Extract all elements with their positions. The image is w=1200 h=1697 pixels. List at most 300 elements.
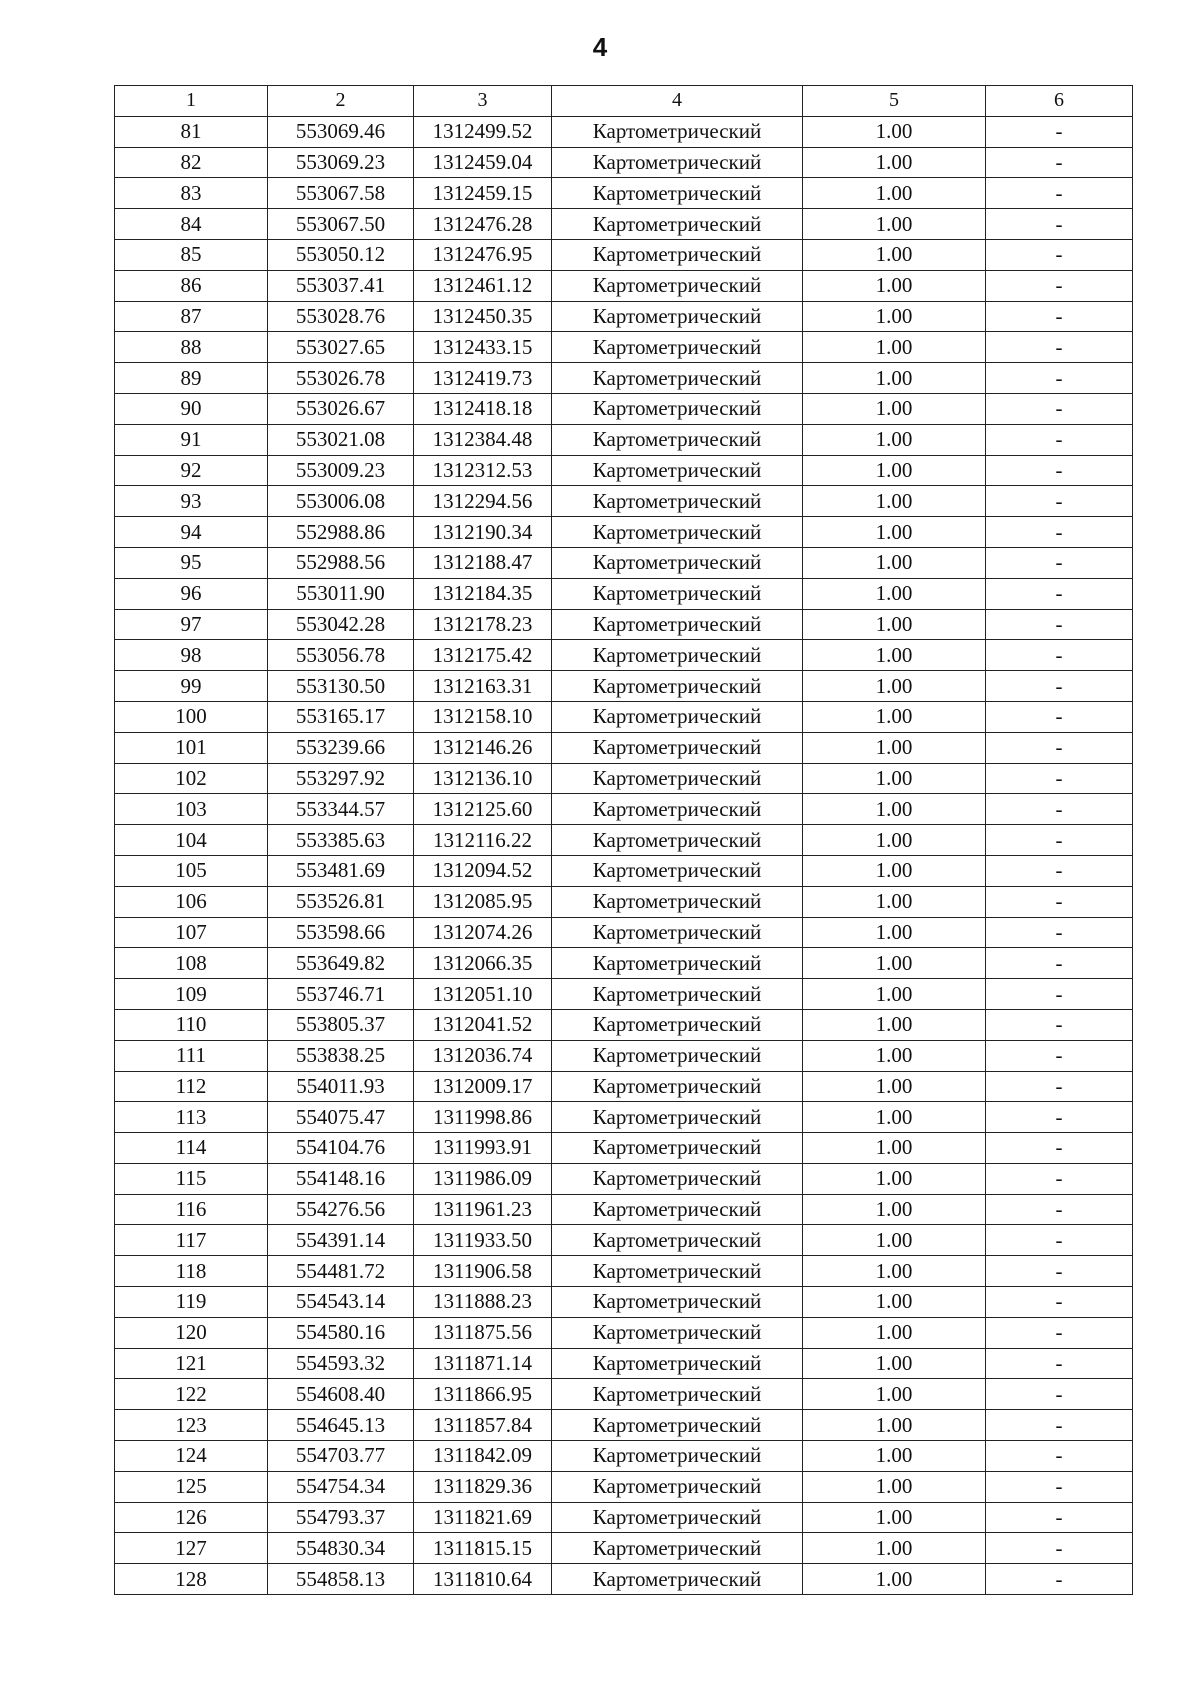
x-coordinate-cell: 553028.76 [268,301,414,332]
y-coordinate-cell: 1311829.36 [414,1471,552,1502]
point-number-cell: 110 [115,1009,268,1040]
y-coordinate-cell: 1312499.52 [414,116,552,147]
y-coordinate-cell: 1312418.18 [414,393,552,424]
method-cell: Картометрический [552,701,803,732]
point-number-cell: 101 [115,732,268,763]
point-number-cell: 108 [115,948,268,979]
accuracy-cell: 1.00 [803,1348,986,1379]
point-number-cell: 124 [115,1441,268,1472]
point-number-cell: 83 [115,178,268,209]
y-coordinate-cell: 1312066.35 [414,948,552,979]
y-coordinate-cell: 1312125.60 [414,794,552,825]
note-cell: - [986,825,1133,856]
x-coordinate-cell: 554276.56 [268,1194,414,1225]
y-coordinate-cell: 1312419.73 [414,363,552,394]
point-number-cell: 111 [115,1040,268,1071]
point-number-cell: 114 [115,1133,268,1164]
y-coordinate-cell: 1311906.58 [414,1256,552,1287]
note-cell: - [986,1225,1133,1256]
accuracy-cell: 1.00 [803,948,986,979]
x-coordinate-cell: 554148.16 [268,1163,414,1194]
point-number-cell: 82 [115,147,268,178]
y-coordinate-cell: 1312188.47 [414,547,552,578]
accuracy-cell: 1.00 [803,517,986,548]
y-coordinate-cell: 1311998.86 [414,1102,552,1133]
accuracy-cell: 1.00 [803,1317,986,1348]
method-cell: Картометрический [552,301,803,332]
method-cell: Картометрический [552,1163,803,1194]
x-coordinate-cell: 554608.40 [268,1379,414,1410]
accuracy-cell: 1.00 [803,270,986,301]
y-coordinate-cell: 1311986.09 [414,1163,552,1194]
x-coordinate-cell: 553069.46 [268,116,414,147]
y-coordinate-cell: 1311871.14 [414,1348,552,1379]
accuracy-cell: 1.00 [803,794,986,825]
x-coordinate-cell: 553165.17 [268,701,414,732]
table-row [115,763,1133,794]
point-number-cell: 86 [115,270,268,301]
y-coordinate-cell: 1312450.35 [414,301,552,332]
x-coordinate-cell: 553805.37 [268,1009,414,1040]
table-row [115,1256,1133,1287]
point-number-cell: 90 [115,393,268,424]
x-coordinate-cell: 552988.86 [268,517,414,548]
y-coordinate-cell: 1311993.91 [414,1133,552,1164]
y-coordinate-cell: 1312476.28 [414,209,552,240]
method-cell: Картометрический [552,578,803,609]
note-cell: - [986,1441,1133,1472]
note-cell: - [986,1410,1133,1441]
method-cell: Картометрический [552,1040,803,1071]
note-cell: - [986,1348,1133,1379]
note-cell: - [986,763,1133,794]
accuracy-cell: 1.00 [803,1040,986,1071]
table-row [115,578,1133,609]
point-number-cell: 109 [115,979,268,1010]
table-row [115,301,1133,332]
x-coordinate-cell: 553838.25 [268,1040,414,1071]
note-cell: - [986,517,1133,548]
x-coordinate-cell: 553011.90 [268,578,414,609]
column-header: 4 [552,86,803,117]
x-coordinate-cell: 554580.16 [268,1317,414,1348]
accuracy-cell: 1.00 [803,1009,986,1040]
table-row [115,1287,1133,1318]
accuracy-cell: 1.00 [803,455,986,486]
accuracy-cell: 1.00 [803,1471,986,1502]
method-cell: Картометрический [552,948,803,979]
x-coordinate-cell: 553746.71 [268,979,414,1010]
method-cell: Картометрический [552,116,803,147]
note-cell: - [986,794,1133,825]
note-cell: - [986,1071,1133,1102]
accuracy-cell: 1.00 [803,1163,986,1194]
y-coordinate-cell: 1311866.95 [414,1379,552,1410]
y-coordinate-cell: 1312158.10 [414,701,552,732]
method-cell: Картометрический [552,917,803,948]
accuracy-cell: 1.00 [803,363,986,394]
method-cell: Картометрический [552,486,803,517]
x-coordinate-cell: 554793.37 [268,1502,414,1533]
note-cell: - [986,1502,1133,1533]
y-coordinate-cell: 1312041.52 [414,1009,552,1040]
x-coordinate-cell: 553385.63 [268,825,414,856]
point-number-cell: 127 [115,1533,268,1564]
point-number-cell: 113 [115,1102,268,1133]
point-number-cell: 118 [115,1256,268,1287]
y-coordinate-cell: 1312009.17 [414,1071,552,1102]
point-number-cell: 87 [115,301,268,332]
accuracy-cell: 1.00 [803,209,986,240]
table-row [115,1471,1133,1502]
accuracy-cell: 1.00 [803,1533,986,1564]
method-cell: Картометрический [552,1194,803,1225]
coordinates-table [114,85,1133,1595]
method-cell: Картометрический [552,424,803,455]
point-number-cell: 91 [115,424,268,455]
table-row [115,671,1133,702]
y-coordinate-cell: 1312184.35 [414,578,552,609]
point-number-cell: 81 [115,116,268,147]
point-number-cell: 89 [115,363,268,394]
y-coordinate-cell: 1312146.26 [414,732,552,763]
accuracy-cell: 1.00 [803,1502,986,1533]
point-number-cell: 88 [115,332,268,363]
method-cell: Картометрический [552,455,803,486]
method-cell: Картометрический [552,1564,803,1595]
table-row [115,1441,1133,1472]
table-row [115,1379,1133,1410]
y-coordinate-cell: 1311821.69 [414,1502,552,1533]
accuracy-cell: 1.00 [803,1379,986,1410]
method-cell: Картометрический [552,1502,803,1533]
x-coordinate-cell: 554011.93 [268,1071,414,1102]
point-number-cell: 128 [115,1564,268,1595]
y-coordinate-cell: 1312433.15 [414,332,552,363]
note-cell: - [986,979,1133,1010]
note-cell: - [986,424,1133,455]
point-number-cell: 96 [115,578,268,609]
note-cell: - [986,301,1133,332]
x-coordinate-cell: 553239.66 [268,732,414,763]
column-header: 2 [268,86,414,117]
column-header: 1 [115,86,268,117]
table-row [115,363,1133,394]
accuracy-cell: 1.00 [803,763,986,794]
note-cell: - [986,270,1133,301]
y-coordinate-cell: 1311961.23 [414,1194,552,1225]
accuracy-cell: 1.00 [803,578,986,609]
accuracy-cell: 1.00 [803,609,986,640]
note-cell: - [986,609,1133,640]
table-row [115,979,1133,1010]
column-header: 3 [414,86,552,117]
method-cell: Картометрический [552,671,803,702]
note-cell: - [986,701,1133,732]
y-coordinate-cell: 1312312.53 [414,455,552,486]
method-cell: Картометрический [552,147,803,178]
method-cell: Картометрический [552,886,803,917]
table-row [115,147,1133,178]
y-coordinate-cell: 1312051.10 [414,979,552,1010]
accuracy-cell: 1.00 [803,547,986,578]
accuracy-cell: 1.00 [803,1441,986,1472]
note-cell: - [986,209,1133,240]
y-coordinate-cell: 1312074.26 [414,917,552,948]
x-coordinate-cell: 554104.76 [268,1133,414,1164]
note-cell: - [986,671,1133,702]
note-cell: - [986,547,1133,578]
table-row [115,1533,1133,1564]
point-number-cell: 120 [115,1317,268,1348]
method-cell: Картометрический [552,794,803,825]
y-coordinate-cell: 1312175.42 [414,640,552,671]
x-coordinate-cell: 554830.34 [268,1533,414,1564]
column-header: 5 [803,86,986,117]
accuracy-cell: 1.00 [803,1225,986,1256]
method-cell: Картометрический [552,609,803,640]
y-coordinate-cell: 1311933.50 [414,1225,552,1256]
note-cell: - [986,393,1133,424]
method-cell: Картометрический [552,270,803,301]
note-cell: - [986,1133,1133,1164]
point-number-cell: 106 [115,886,268,917]
table-row [115,1564,1133,1595]
table-row [115,732,1133,763]
note-cell: - [986,1471,1133,1502]
accuracy-cell: 1.00 [803,825,986,856]
table-row [115,547,1133,578]
table-row [115,1194,1133,1225]
x-coordinate-cell: 553069.23 [268,147,414,178]
x-coordinate-cell: 554593.32 [268,1348,414,1379]
table-row [115,1133,1133,1164]
table-row [115,1348,1133,1379]
table-row [115,701,1133,732]
y-coordinate-cell: 1312384.48 [414,424,552,455]
method-cell: Картометрический [552,332,803,363]
x-coordinate-cell: 553037.41 [268,270,414,301]
note-cell: - [986,917,1133,948]
note-cell: - [986,855,1133,886]
note-cell: - [986,1533,1133,1564]
accuracy-cell: 1.00 [803,116,986,147]
x-coordinate-cell: 553021.08 [268,424,414,455]
accuracy-cell: 1.00 [803,917,986,948]
note-cell: - [986,147,1133,178]
table-row [115,1071,1133,1102]
method-cell: Картометрический [552,1102,803,1133]
note-cell: - [986,1379,1133,1410]
note-cell: - [986,1102,1133,1133]
method-cell: Картометрический [552,825,803,856]
x-coordinate-cell: 553649.82 [268,948,414,979]
accuracy-cell: 1.00 [803,1410,986,1441]
method-cell: Картометрический [552,640,803,671]
table-row [115,1225,1133,1256]
note-cell: - [986,578,1133,609]
x-coordinate-cell: 553026.78 [268,363,414,394]
note-cell: - [986,1256,1133,1287]
point-number-cell: 105 [115,855,268,886]
accuracy-cell: 1.00 [803,732,986,763]
note-cell: - [986,332,1133,363]
method-cell: Картометрический [552,1441,803,1472]
y-coordinate-cell: 1312476.95 [414,239,552,270]
note-cell: - [986,886,1133,917]
accuracy-cell: 1.00 [803,332,986,363]
method-cell: Картометрический [552,209,803,240]
accuracy-cell: 1.00 [803,671,986,702]
table-row [115,270,1133,301]
x-coordinate-cell: 553050.12 [268,239,414,270]
table-row [115,393,1133,424]
point-number-cell: 97 [115,609,268,640]
method-cell: Картометрический [552,1533,803,1564]
point-number-cell: 84 [115,209,268,240]
coordinates-table-body [115,86,1133,1595]
note-cell: - [986,1317,1133,1348]
accuracy-cell: 1.00 [803,239,986,270]
accuracy-cell: 1.00 [803,1287,986,1318]
y-coordinate-cell: 1312459.15 [414,178,552,209]
table-row [115,609,1133,640]
y-coordinate-cell: 1312461.12 [414,270,552,301]
point-number-cell: 85 [115,239,268,270]
x-coordinate-cell: 553130.50 [268,671,414,702]
table-row [115,794,1133,825]
x-coordinate-cell: 553009.23 [268,455,414,486]
point-number-cell: 115 [115,1163,268,1194]
method-cell: Картометрический [552,1471,803,1502]
y-coordinate-cell: 1312085.95 [414,886,552,917]
method-cell: Картометрический [552,1071,803,1102]
table-row [115,486,1133,517]
method-cell: Картометрический [552,239,803,270]
x-coordinate-cell: 553067.50 [268,209,414,240]
table-row [115,640,1133,671]
y-coordinate-cell: 1312459.04 [414,147,552,178]
x-coordinate-cell: 553344.57 [268,794,414,825]
point-number-cell: 116 [115,1194,268,1225]
point-number-cell: 100 [115,701,268,732]
x-coordinate-cell: 553526.81 [268,886,414,917]
x-coordinate-cell: 554858.13 [268,1564,414,1595]
accuracy-cell: 1.00 [803,1194,986,1225]
point-number-cell: 103 [115,794,268,825]
table-row [115,332,1133,363]
point-number-cell: 104 [115,825,268,856]
point-number-cell: 123 [115,1410,268,1441]
note-cell: - [986,1287,1133,1318]
accuracy-cell: 1.00 [803,1071,986,1102]
note-cell: - [986,1194,1133,1225]
note-cell: - [986,948,1133,979]
accuracy-cell: 1.00 [803,486,986,517]
note-cell: - [986,640,1133,671]
y-coordinate-cell: 1311888.23 [414,1287,552,1318]
accuracy-cell: 1.00 [803,301,986,332]
table-row [115,948,1133,979]
note-cell: - [986,1040,1133,1071]
method-cell: Картометрический [552,178,803,209]
method-cell: Картометрический [552,855,803,886]
page-number: 4 [592,32,608,62]
table-row [115,455,1133,486]
method-cell: Картометрический [552,979,803,1010]
x-coordinate-cell: 554754.34 [268,1471,414,1502]
x-coordinate-cell: 554703.77 [268,1441,414,1472]
method-cell: Картометрический [552,1348,803,1379]
point-number-cell: 99 [115,671,268,702]
table-row [115,886,1133,917]
method-cell: Картометрический [552,1317,803,1348]
point-number-cell: 122 [115,1379,268,1410]
table-row [115,1009,1133,1040]
y-coordinate-cell: 1311857.84 [414,1410,552,1441]
method-cell: Картометрический [552,393,803,424]
x-coordinate-cell: 553056.78 [268,640,414,671]
method-cell: Картометрический [552,1410,803,1441]
table-row [115,1040,1133,1071]
accuracy-cell: 1.00 [803,640,986,671]
method-cell: Картометрический [552,1379,803,1410]
table-row [115,517,1133,548]
x-coordinate-cell: 552988.56 [268,547,414,578]
point-number-cell: 119 [115,1287,268,1318]
accuracy-cell: 1.00 [803,886,986,917]
method-cell: Картометрический [552,763,803,794]
y-coordinate-cell: 1311842.09 [414,1441,552,1472]
note-cell: - [986,239,1133,270]
point-number-cell: 126 [115,1502,268,1533]
y-coordinate-cell: 1312190.34 [414,517,552,548]
x-coordinate-cell: 554075.47 [268,1102,414,1133]
table-row [115,424,1133,455]
point-number-cell: 102 [115,763,268,794]
note-cell: - [986,1564,1133,1595]
point-number-cell: 112 [115,1071,268,1102]
y-coordinate-cell: 1312294.56 [414,486,552,517]
x-coordinate-cell: 553598.66 [268,917,414,948]
point-number-cell: 92 [115,455,268,486]
x-coordinate-cell: 554481.72 [268,1256,414,1287]
table-row [115,209,1133,240]
method-cell: Картометрический [552,1287,803,1318]
table-row [115,239,1133,270]
table-row [115,1102,1133,1133]
y-coordinate-cell: 1312094.52 [414,855,552,886]
point-number-cell: 125 [115,1471,268,1502]
accuracy-cell: 1.00 [803,1102,986,1133]
method-cell: Картометрический [552,1256,803,1287]
table-row [115,1317,1133,1348]
note-cell: - [986,732,1133,763]
point-number-cell: 94 [115,517,268,548]
y-coordinate-cell: 1312163.31 [414,671,552,702]
y-coordinate-cell: 1312136.10 [414,763,552,794]
table-row [115,855,1133,886]
point-number-cell: 95 [115,547,268,578]
note-cell: - [986,116,1133,147]
x-coordinate-cell: 554391.14 [268,1225,414,1256]
note-cell: - [986,178,1133,209]
accuracy-cell: 1.00 [803,424,986,455]
x-coordinate-cell: 553297.92 [268,763,414,794]
table-row [115,1502,1133,1533]
note-cell: - [986,363,1133,394]
note-cell: - [986,1009,1133,1040]
